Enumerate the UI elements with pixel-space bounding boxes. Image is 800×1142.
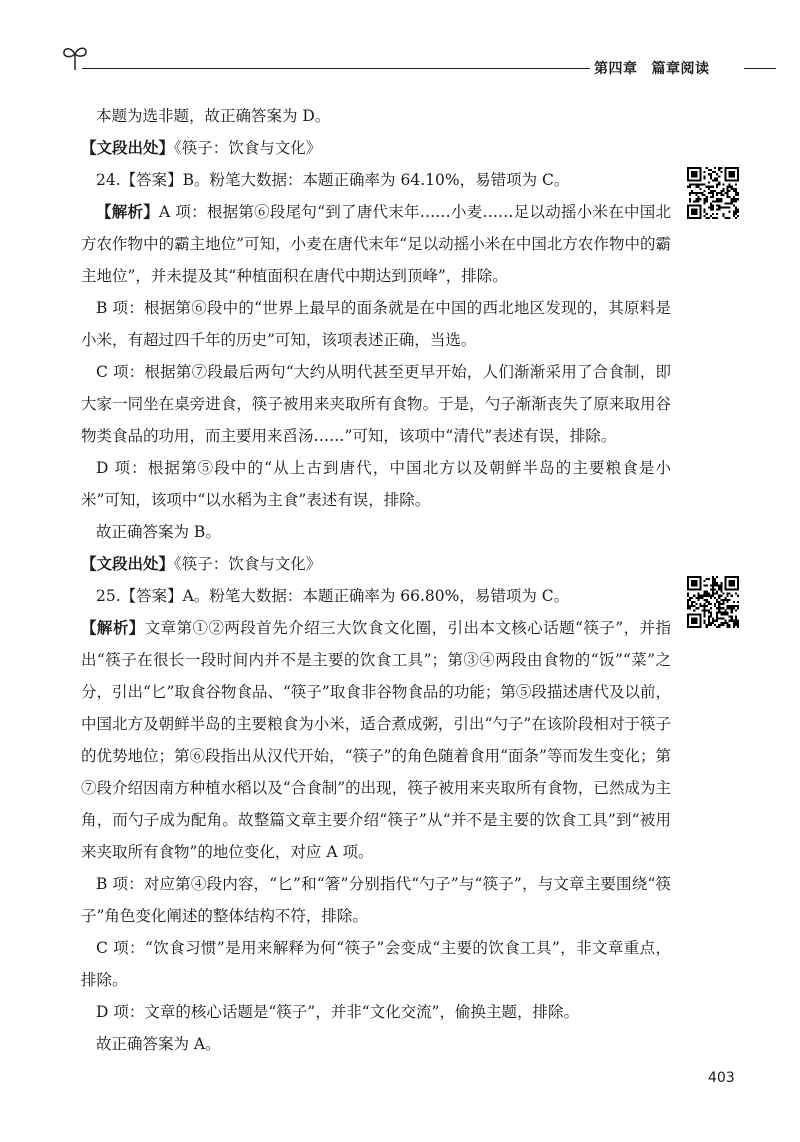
paragraph-text: 《筷子：饮食与文化》 bbox=[174, 555, 322, 573]
chapter-title bbox=[594, 58, 710, 78]
qr-code-icon[interactable] bbox=[687, 576, 739, 628]
paragraph-text: 本题为选非题，故正确答案为 D。 bbox=[96, 107, 331, 125]
paragraph-lead: 【文段出处】 bbox=[81, 139, 175, 157]
paragraph-text: A 项：根据第⑥段尾句“到了唐代末年……小麦……足以动摇小米在中国北方农作物中的霸主地位”可知，小麦在唐代末年“足以动摇小米在中国北方农作物中的霸主地位”，并未提及其“种植面积在唐代中期达到顶峰”，排除。 bbox=[81, 203, 671, 285]
paragraph bbox=[81, 196, 671, 292]
paragraph-text: D 项：根据第⑤段中的“从上古到唐代，中国北方以及朝鲜半岛的主要粮食是小米”可知，该项中“以水稻为主食”表述有误，排除。 bbox=[81, 459, 671, 509]
qr-code-icon[interactable] bbox=[687, 167, 739, 219]
paragraph bbox=[81, 932, 671, 996]
paragraph bbox=[81, 516, 671, 548]
page-number: 403 bbox=[708, 1070, 735, 1086]
paragraph-text: 24.【答案】B。粉笔大数据：本题正确率为 64.10%，易错项为 C。 bbox=[96, 171, 570, 189]
paragraph bbox=[81, 612, 671, 868]
paragraph-text: 25.【答案】A。粉笔大数据：本题正确率为 66.80%，易错项为 C。 bbox=[96, 587, 570, 605]
paragraph-text: B 项：根据第⑥段中的“世界上最早的面条就是在中国的西北地区发现的，其原料是小米，有超过四千年的历史”可知，该项表述正确，当选。 bbox=[81, 299, 671, 349]
paragraph bbox=[81, 580, 671, 612]
chapter-number: 第四章 bbox=[594, 61, 638, 77]
answer-explanation-text bbox=[81, 100, 671, 1060]
paragraph-text: 《筷子：饮食与文化》 bbox=[174, 139, 322, 157]
paragraph-text: C 项：“饮食习惯”是用来解释为何“筷子”会变成“主要的饮食工具”，非文章重点，排除。 bbox=[81, 939, 671, 989]
paragraph bbox=[81, 164, 671, 196]
paragraph-lead: 【解析】 bbox=[81, 619, 145, 637]
paragraph bbox=[81, 1028, 671, 1060]
header-rule-left bbox=[82, 68, 590, 69]
paragraph-lead: 【文段出处】 bbox=[81, 555, 175, 573]
header-rule-right bbox=[744, 68, 776, 69]
paragraph-text: D 项：文章的核心话题是“筷子”，并非“文化交流”，偷换主题，排除。 bbox=[96, 1003, 580, 1021]
paragraph bbox=[81, 996, 671, 1028]
page-header bbox=[0, 0, 800, 90]
section-name: 篇章阅读 bbox=[651, 61, 710, 77]
paragraph bbox=[81, 452, 671, 516]
paragraph bbox=[81, 548, 671, 580]
paragraph-text: B 项：对应第④段内容，“匕”和“箸”分别指代“勺子”与“筷子”，与文章主要围绕“筷子”角色变化阐述的整体结构不符，排除。 bbox=[81, 875, 671, 925]
paragraph bbox=[81, 356, 671, 452]
paragraph-lead: 【解析】 bbox=[96, 203, 159, 221]
paragraph-text: 故正确答案为 A。 bbox=[96, 1035, 221, 1053]
paragraph-text: C 项：根据第⑦段最后两句“大约从明代甚至更早开始，人们渐渐采用了合食制，即大家一同坐在桌旁进食，筷子被用来夹取所有食物。于是，勺子渐渐丧失了原来取用谷物类食品的功用，而主要用来舀汤……”可知，该项中“清代”表述有误，排除。 bbox=[81, 363, 671, 445]
paragraph bbox=[81, 868, 671, 932]
paragraph bbox=[81, 100, 671, 132]
paragraph-text: 文章第①②两段首先介绍三大饮食文化圈，引出本文核心话题“筷子”，并指出“筷子在很长一段时间内并不是主要的饮食工具”；第③④两段由食物的“饭”“菜”之分，引出“匕”取食谷物食品、“筷子”取食非谷物食品的功能；第⑤段描述唐代及以前，中国北方及朝鲜半岛的主要粮食为小米，适合煮成粥，引出“勺子”在该阶段相对于筷子的优势地位；第⑥段指出从汉代开始，“筷子”的角色随着食用“面条”等而发生变化；第⑦段介绍因南方种植水稻以及“合食制”的出现，筷子被用来夹取所有食物，已然成为主角，而勺子成为配角。故整篇文章主要介绍“筷子”从“并不是主要的饮食工具”到“被用来夹取所有食物”的地位变化，对应 A 项。 bbox=[81, 619, 671, 861]
paragraph bbox=[81, 292, 671, 356]
paragraph-text: 故正确答案为 B。 bbox=[96, 523, 221, 541]
paragraph bbox=[81, 132, 671, 164]
